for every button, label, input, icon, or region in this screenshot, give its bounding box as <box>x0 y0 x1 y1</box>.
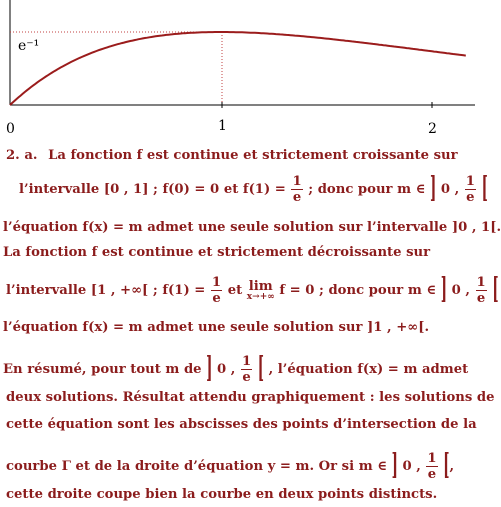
line-5-text-c: f = 0 ; donc pour m ∈ <box>279 283 437 299</box>
line-4: La fonction f est continue et strictement décroissante sur <box>3 245 431 260</box>
line-6: l’équation f(x) = m admet une seule solution sur ]1 , +∞[. <box>3 320 430 335</box>
line-7-text-a: En résumé, pour tout m de <box>3 362 202 378</box>
fraction-den: e <box>292 190 302 206</box>
fraction-1-over-e: $\frac{1}{e}$ <box>427 451 437 483</box>
line-3: l’équation f(x) = m admet une seule solution sur l’intervalle ]0 , 1[. <box>3 220 501 235</box>
line-2-text-b: ; donc pour m ∈ <box>308 182 426 198</box>
function-graph <box>0 0 490 140</box>
item-number: 2. a. <box>6 148 38 163</box>
fraction-1-over-e: $\frac{1}{e}$ <box>241 354 252 386</box>
line-5-text-d: 0 , <box>451 283 470 299</box>
limit-sub: x→+∞ <box>246 291 275 302</box>
limit-notation <box>247 280 275 302</box>
line-2-text-c: 0 , <box>440 182 460 198</box>
bracket-open: ] <box>429 172 437 206</box>
line-7-text-c: , l’équation f(x) = m admet <box>268 362 469 378</box>
line-1-text: La fonction f est continue et strictement croissante sur <box>48 148 458 163</box>
bracket-open: ] <box>391 449 398 483</box>
bracket-open: ] <box>206 352 213 386</box>
bracket-close: [ <box>257 352 264 386</box>
line-2 <box>19 172 488 206</box>
line-10-text-a: courbe Γ et de la droite d’équation y = m. Or si m ∈ <box>6 459 388 475</box>
line-5 <box>6 273 499 307</box>
line-5-text-a: l’intervalle [1 , +∞[ ; f(1) = <box>6 283 206 299</box>
line-1 <box>6 149 458 162</box>
line-11: cette droite coupe bien la courbe en deux points distincts. <box>6 487 438 502</box>
bracket-close: [ <box>481 172 488 206</box>
fraction-num: 1 <box>292 174 302 189</box>
line-2-text-a: l’intervalle [0 , 1] ; f(0) = 0 et f(1) = <box>19 182 286 198</box>
fraction-1-over-e: $\frac{1}{e}$ <box>465 174 475 206</box>
line-10-text-b: 0 , <box>402 459 421 475</box>
bracket-close: [ <box>443 449 450 483</box>
x-tick-label-0: 0 <box>6 121 15 137</box>
line-5-text-b: et <box>227 283 243 299</box>
bracket-close: [ <box>492 273 499 307</box>
limit-lim: lim <box>248 278 273 294</box>
line-8: deux solutions. Résultat attendu graphiquement : les solutions de <box>6 390 495 405</box>
line-9: cette équation sont les abscisses des points d’intersection de la <box>6 417 477 432</box>
curve-gamma <box>10 32 466 105</box>
x-tick-label-2: 2 <box>428 121 437 137</box>
fraction-1-over-e <box>291 175 302 204</box>
bracket-open: ] <box>440 273 447 307</box>
fraction-1-over-e: $\frac{1}{e}$ <box>211 275 222 307</box>
line-7 <box>3 352 469 386</box>
x-tick-label-1: 1 <box>218 118 227 134</box>
line-10: courbe Γ et de la droite d’équation y = m. Or si m ∈ ] 0 , $\frac{1}{e}$ [, <box>6 449 455 483</box>
y-label-e-minus-1: e⁻¹ <box>18 38 40 54</box>
fraction-1-over-e: $\frac{1}{e}$ <box>476 275 486 307</box>
line-7-text-b: 0 , <box>217 362 236 378</box>
